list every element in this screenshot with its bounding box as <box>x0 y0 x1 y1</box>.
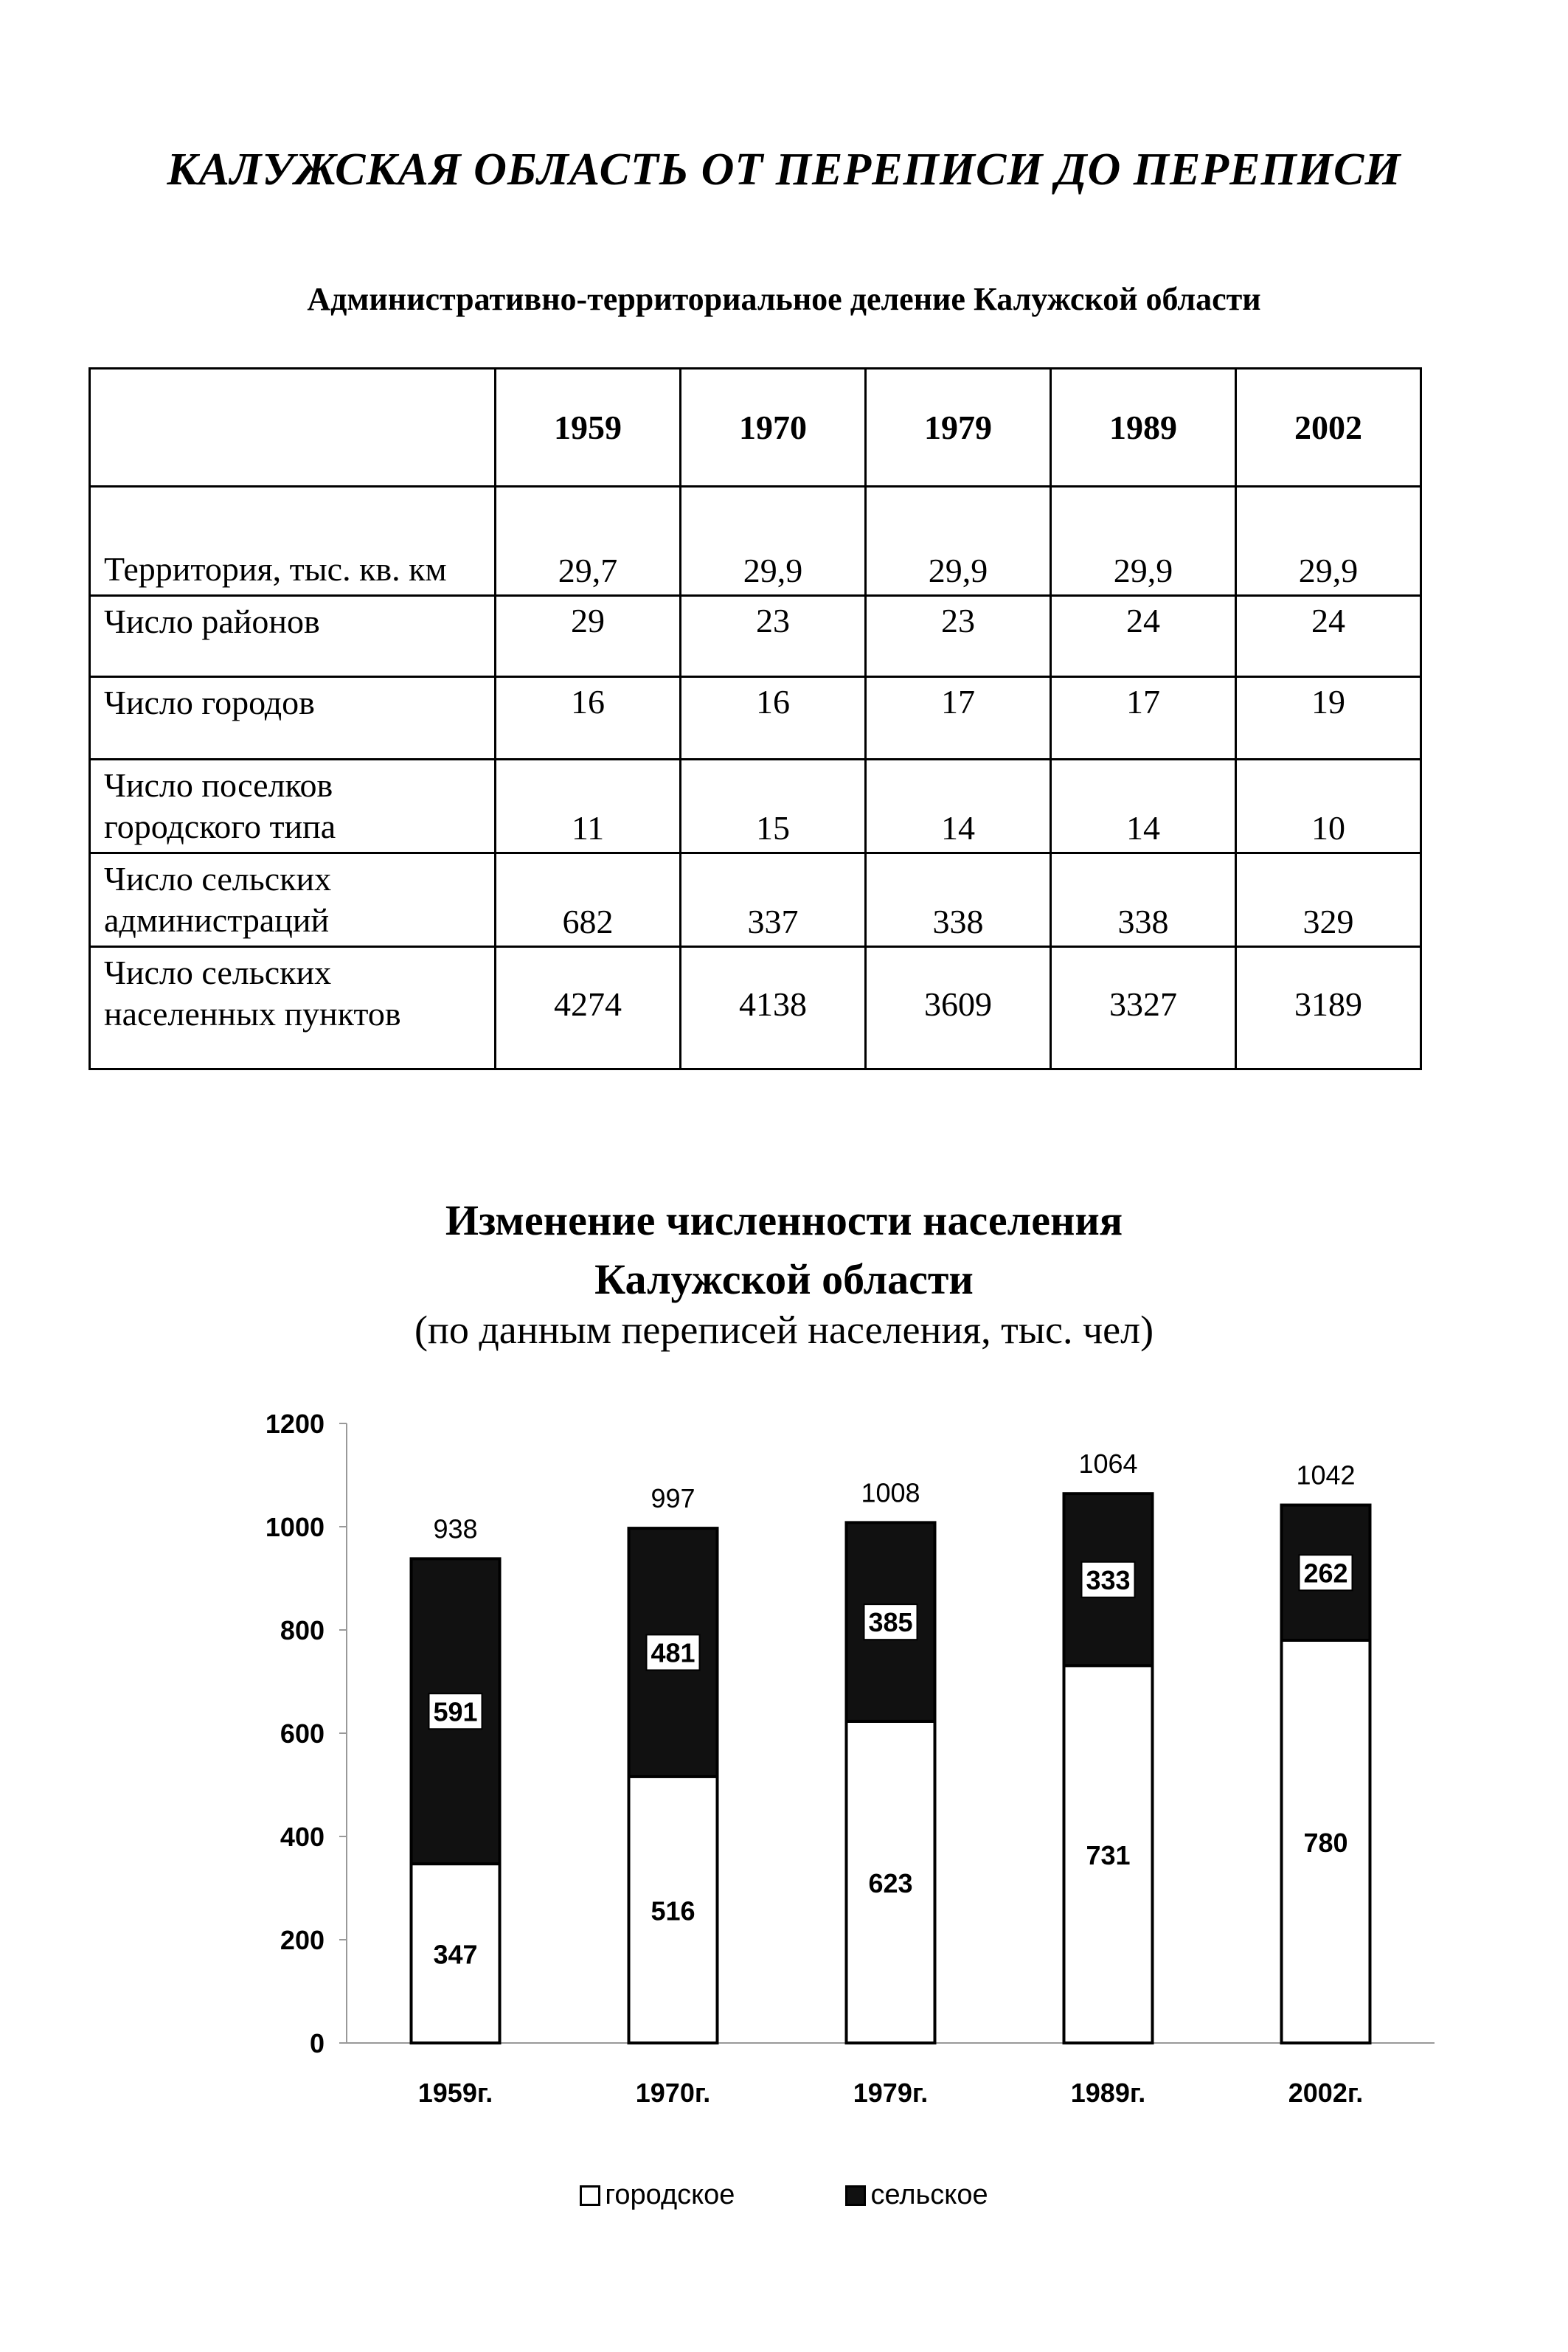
chart-title: Изменение численности населения Калужской области <box>445 1196 1123 1303</box>
x-tick-label: 1970г. <box>635 2078 711 2108</box>
y-tick-label: 800 <box>280 1615 325 1645</box>
table-row <box>90 853 1421 947</box>
table-header-row <box>90 369 1421 487</box>
legend-swatch-urban <box>580 2185 600 2206</box>
data-label-urban: 780 <box>1303 1828 1348 1858</box>
legend-swatch-rural <box>845 2185 866 2206</box>
table-cell: 29,9 <box>866 487 1051 596</box>
table-cell: 338 <box>866 853 1051 947</box>
data-label-urban: 516 <box>651 1895 695 1926</box>
data-label-total: 997 <box>651 1483 695 1514</box>
table-cell: 29,9 <box>1051 487 1236 596</box>
table-cell: 329 <box>1236 853 1421 947</box>
table-row <box>90 677 1421 760</box>
population-stacked-bar-chart <box>221 1401 1438 2146</box>
row-label: Число поселков городского типа <box>90 760 496 853</box>
page-title: КАЛУЖСКАЯ ОБЛАСТЬ ОТ ПЕРЕПИСИ ДО ПЕРЕПИСИ <box>167 145 1401 195</box>
y-tick-label: 0 <box>309 2028 325 2058</box>
chart-subtitle: (по данным переписей населения, тыс. чел) <box>414 1308 1154 1352</box>
legend-item-urban <box>580 2179 735 2211</box>
y-tick-label: 400 <box>280 1822 325 1852</box>
table-cell: 29,9 <box>1236 487 1421 596</box>
table-cell: 4274 <box>496 947 681 1069</box>
legend-label-urban: городское <box>605 2179 735 2210</box>
table-cell: 10 <box>1236 760 1421 853</box>
table-header-cell: 1989 <box>1051 369 1236 487</box>
table-header-cell: 1959 <box>496 369 681 487</box>
data-label-rural: 385 <box>868 1607 913 1638</box>
row-label: Число городов <box>90 677 496 760</box>
table-cell: 3609 <box>866 947 1051 1069</box>
table-row <box>90 487 1421 596</box>
y-tick-label: 1000 <box>265 1512 325 1542</box>
table-cell: 11 <box>496 760 681 853</box>
table-title: Административно-территориальное деление Калужской области <box>307 281 1261 317</box>
table-cell: 3327 <box>1051 947 1236 1069</box>
table-cell: 29,9 <box>681 487 866 596</box>
table-cell: 29 <box>496 596 681 677</box>
data-label-urban: 623 <box>868 1867 913 1898</box>
table-cell: 338 <box>1051 853 1236 947</box>
table-cell: 14 <box>866 760 1051 853</box>
y-tick-label: 200 <box>280 1925 325 1955</box>
table-cell: 337 <box>681 853 866 947</box>
table-row <box>90 760 1421 853</box>
table-cell: 17 <box>1051 677 1236 760</box>
table-row <box>90 596 1421 677</box>
data-label-total: 938 <box>433 1513 478 1544</box>
table-header-cell: 1970 <box>681 369 866 487</box>
table-cell: 17 <box>866 677 1051 760</box>
table-cell: 29,7 <box>496 487 681 596</box>
legend-label-rural: сельское <box>870 2179 988 2210</box>
y-tick-label: 600 <box>280 1718 325 1749</box>
table-cell: 14 <box>1051 760 1236 853</box>
data-label-rural: 333 <box>1086 1564 1131 1595</box>
row-label: Число сельских населенных пунктов <box>90 947 496 1069</box>
table-cell: 19 <box>1236 677 1421 760</box>
table-cell: 682 <box>496 853 681 947</box>
y-tick-label: 1200 <box>265 1409 325 1439</box>
x-tick-label: 1959г. <box>417 2078 493 2108</box>
table-cell: 3189 <box>1236 947 1421 1069</box>
data-label-rural: 481 <box>651 1637 695 1668</box>
data-label-total: 1008 <box>861 1477 920 1508</box>
table-row <box>90 947 1421 1069</box>
chart-legend <box>0 2179 1568 2211</box>
table-cell: 23 <box>866 596 1051 677</box>
data-label-total: 1064 <box>1078 1449 1138 1479</box>
table-cell: 23 <box>681 596 866 677</box>
row-label: Число районов <box>90 596 496 677</box>
legend-item-rural <box>845 2179 988 2211</box>
data-label-total: 1042 <box>1296 1460 1356 1491</box>
data-label-urban: 731 <box>1086 1840 1131 1871</box>
table-header-cell <box>90 369 496 487</box>
table-cell: 15 <box>681 760 866 853</box>
table-cell: 16 <box>496 677 681 760</box>
table-cell: 24 <box>1051 596 1236 677</box>
data-label-urban: 347 <box>433 1939 478 1970</box>
table-cell: 4138 <box>681 947 866 1069</box>
x-tick-label: 2002г. <box>1288 2078 1364 2108</box>
table-cell: 16 <box>681 677 866 760</box>
table-header-cell: 2002 <box>1236 369 1421 487</box>
table-header-cell: 1979 <box>866 369 1051 487</box>
data-label-rural: 591 <box>433 1696 478 1727</box>
row-label: Число сельских администраций <box>90 853 496 947</box>
row-label: Территория, тыс. кв. км <box>90 487 496 596</box>
x-tick-label: 1979г. <box>853 2078 929 2108</box>
admin-division-table <box>89 367 1422 1070</box>
table-cell: 24 <box>1236 596 1421 677</box>
x-tick-label: 1989г. <box>1070 2078 1146 2108</box>
data-label-rural: 262 <box>1303 1558 1348 1589</box>
